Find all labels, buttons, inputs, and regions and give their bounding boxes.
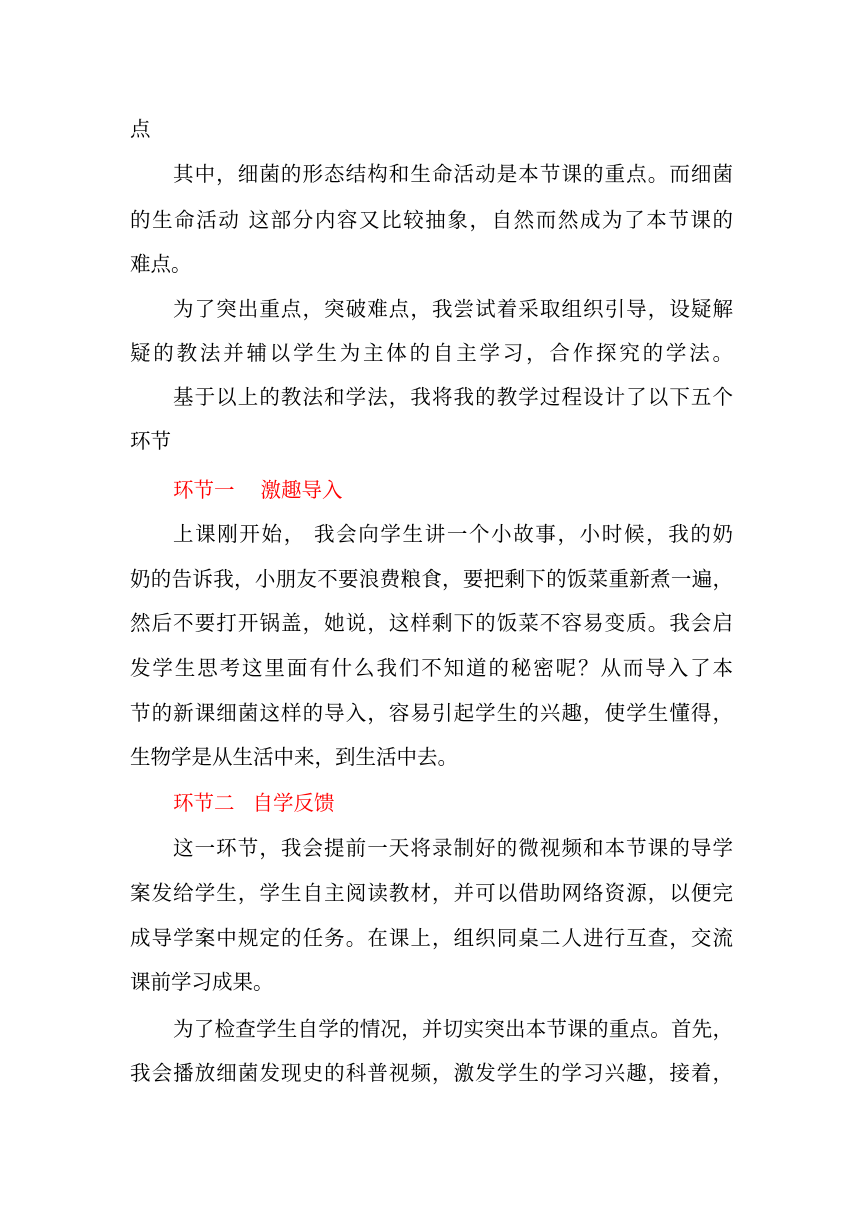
paragraph-line: 然后不要打开锅盖，她说，这样剩下的饭菜不容易变质。我会启 bbox=[130, 611, 733, 635]
paragraph-line: 为了突出重点，突破难点，我尝试着采取组织引导，设疑解 bbox=[173, 297, 733, 321]
paragraph-line: 这一环节，我会提前一天将录制好的微视频和本节课的导学 bbox=[173, 836, 733, 860]
section-heading-number: 环节一 bbox=[173, 478, 235, 502]
paragraph-line: 我会播放细菌发现史的科普视频，激发学生的学习兴趣，接着， bbox=[130, 1061, 733, 1085]
paragraph-line: 成导学案中规定的任务。在课上，组织同桌二人进行互查，交流 bbox=[130, 926, 733, 950]
paragraph-line: 环节 bbox=[130, 429, 171, 453]
section-heading-title: 自学反馈 bbox=[252, 791, 335, 815]
paragraph-line: 上课刚开始， 我会向学生讲一个小故事，小时候，我的奶 bbox=[173, 522, 733, 546]
section-heading-2 bbox=[130, 789, 733, 817]
paragraph-line: 为了检查学生自学的情况，并切实突出本节课的重点。首先， bbox=[173, 1017, 733, 1041]
paragraph-line: 基于以上的教法和学法，我将我的教学过程设计了以下五个 bbox=[173, 385, 733, 409]
paragraph-line: 其中，细菌的形态结构和生命活动是本节课的重点。而细菌 bbox=[173, 162, 733, 186]
paragraph-line: 疑的教法并辅以学生为主体的自主学习，合作探究的学法。 bbox=[130, 341, 733, 365]
paragraph-line: 点 bbox=[130, 117, 151, 141]
paragraph-line: 案发给学生，学生自主阅读教材，并可以借助网络资源，以便完 bbox=[130, 881, 733, 905]
paragraph-line: 发学生思考这里面有什么我们不知道的秘密呢？从而导入了本 bbox=[130, 656, 733, 680]
section-heading-1 bbox=[130, 476, 733, 504]
section-heading-number: 环节二 bbox=[173, 791, 235, 815]
section-heading-title: 激趣导入 bbox=[260, 478, 343, 502]
paragraph-line: 课前学习成果。 bbox=[130, 970, 274, 994]
paragraph-line: 难点。 bbox=[130, 252, 192, 276]
paragraph-line: 的生命活动 这部分内容又比较抽象，自然而然成为了本节课的 bbox=[130, 208, 733, 232]
paragraph-line: 奶的告诉我，小朋友不要浪费粮食，要把剩下的饭菜重新煮一遍， bbox=[130, 567, 733, 591]
paragraph-line: 节的新课细菌这样的导入，容易引起学生的兴趣，使学生懂得， bbox=[130, 701, 733, 725]
paragraph-line: 生物学是从生活中来，到生活中去。 bbox=[130, 745, 458, 769]
